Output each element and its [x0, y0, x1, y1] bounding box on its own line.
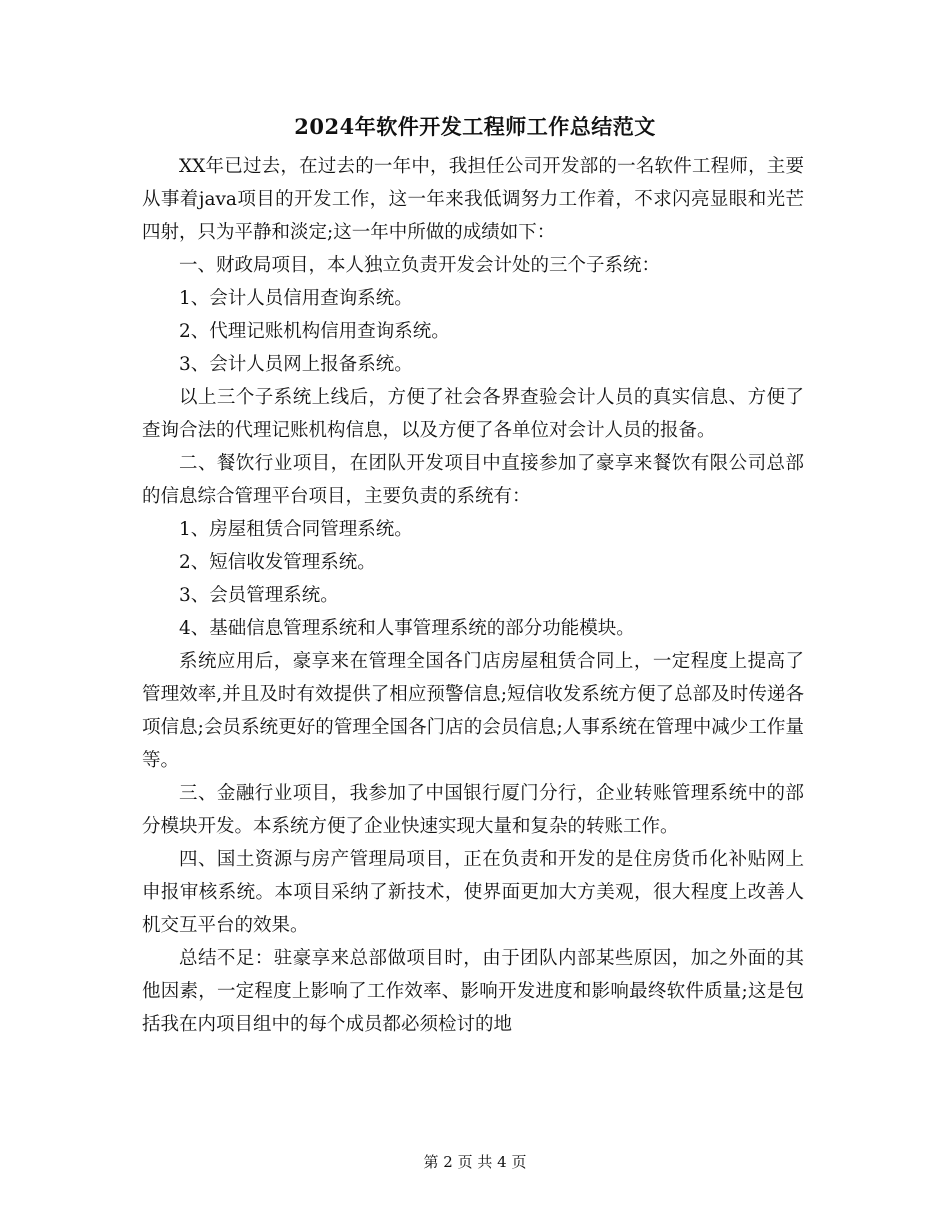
list-item: 1、会计人员信用查询系统。 — [179, 288, 413, 309]
document-body — [142, 150, 804, 1041]
paragraph-finance-project: 一、财政局项目，本人独立负责开发会计处的三个子系统： — [179, 255, 661, 276]
list-item: 4、基础信息管理系统和人事管理系统的部分功能模块。 — [179, 618, 635, 639]
list-item: 1、房屋租赁合同管理系统。 — [179, 519, 413, 540]
paragraph-land-project: 四、国土资源与房产管理局项目，正在负责和开发的是住房货币化补贴网上申报审核系统。本项目采纳了新技术，使界面更加大方美观，很大程度上改善人机交互平台的效果。 — [142, 849, 804, 936]
paragraph-catering-project: 二、餐饮行业项目，在团队开发项目中直接参加了豪享来餐饮有限公司总部的信息综合管理平台项目，主要负责的系统有： — [142, 453, 804, 507]
document-title: 2024年软件开发工程师工作总结范文 — [294, 114, 656, 139]
paragraph-catering-summary: 系统应用后，豪享来在管理全国各门店房屋租赁合同上，一定程度上提高了管理效率,并且及时有效提供了相应预警信息;短信收发系统方便了总部及时传递各项信息;会员系统更好的管理全国各门店的会员信息;人事系统在管理中减少工作量等。 — [142, 651, 804, 771]
page-number-label: 第 2 页 共 4 页 — [423, 1153, 527, 1171]
list-item: 2、短信收发管理系统。 — [179, 552, 376, 573]
page-footer — [0, 1151, 950, 1173]
paragraph-shortcomings: 总结不足：驻豪享来总部做项目时，由于团队内部某些原因，加之外面的其他因素，一定程度上影响了工作效率、影响开发进度和影响最终软件质量;这是包括我在内项目组中的每个成员都必须检讨的地 — [142, 948, 804, 1035]
paragraph-intro: XX年已过去，在过去的一年中，我担任公司开发部的一名软件工程师，主要从事着java项目的开发工作，这一年来我低调努力工作着，不求闪亮显眼和光芒四射，只为平静和淡定;这一年中所做的成绩如下： — [142, 156, 804, 243]
list-item: 3、会计人员网上报备系统。 — [179, 354, 413, 375]
paragraph-banking-project: 三、金融行业项目，我参加了中国银行厦门分行，企业转账管理系统中的部分模块开发。本系统方便了企业快速实现大量和复杂的转账工作。 — [142, 783, 804, 837]
list-item: 3、会员管理系统。 — [179, 585, 339, 606]
list-item: 2、代理记账机构信用查询系统。 — [179, 321, 450, 342]
paragraph-finance-summary: 以上三个子系统上线后，方便了社会各界查验会计人员的真实信息、方便了查询合法的代理记账机构信息，以及方便了各单位对会计人员的报备。 — [142, 387, 804, 441]
